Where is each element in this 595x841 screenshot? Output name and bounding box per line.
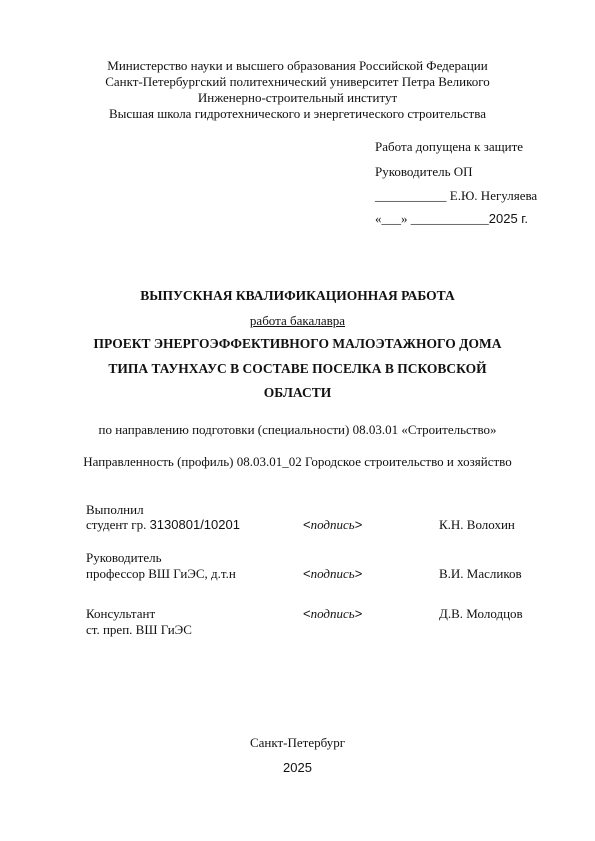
approval-date-year: 2025 г. bbox=[488, 211, 529, 226]
approval-head-title: Руководитель ОП bbox=[375, 164, 473, 179]
approval-date-prefix: «___» ____________ bbox=[375, 211, 489, 226]
footer-city: Санкт-Петербург bbox=[249, 735, 346, 750]
supervisor-position: профессор ВШ ГиЭС, д.т.н bbox=[86, 566, 236, 581]
school-name: Высшая школа гидротехнического и энергетического строительства bbox=[109, 106, 486, 121]
approval-admitted: Работа допущена к защите bbox=[375, 139, 524, 154]
university-name: Санкт-Петербургский политехнический университет Петра Великого bbox=[105, 74, 490, 89]
work-type-title: ВЫПУСКНАЯ КВАЛИФИКАЦИОННАЯ РАБОТА bbox=[140, 288, 455, 303]
ministry-name: Министерство науки и высшего образования Российской Федерации bbox=[107, 58, 488, 73]
approval-signature-line: ___________ Е.Ю. Негуляева bbox=[375, 188, 538, 203]
profile-line: Направленность (профиль) 08.03.01_02 Городское строительство и хозяйство bbox=[83, 454, 512, 469]
student-position-prefix: студент гр. bbox=[86, 517, 150, 532]
supervisor-role: Руководитель bbox=[86, 550, 162, 565]
supervisor-name: В.И. Масликов bbox=[439, 566, 522, 581]
student-group: 3130801/10201 bbox=[149, 517, 240, 532]
student-position bbox=[86, 517, 240, 533]
direction-line: по направлению подготовки (специальности) 08.03.01 «Строительство» bbox=[98, 422, 497, 437]
consultant-name: Д.В. Молодцов bbox=[439, 606, 523, 621]
approval-date-line bbox=[375, 211, 528, 227]
student-role: Выполнил bbox=[86, 502, 144, 517]
consultant-position: ст. преп. ВШ ГиЭС bbox=[86, 622, 192, 637]
student-name: К.Н. Волохин bbox=[439, 517, 515, 532]
institute-name: Инженерно-строительный институт bbox=[197, 90, 398, 105]
consultant-role: Консультант bbox=[86, 606, 156, 621]
topic-line-1: ПРОЕКТ ЭНЕРГОЭФФЕКТИВНОГО МАЛОЭТАЖНОГО ДОМА bbox=[93, 336, 502, 351]
work-subtype: работа бакалавра bbox=[249, 313, 346, 328]
footer-year: 2025 bbox=[283, 760, 312, 775]
supervisor-signature-placeholder: <подпись> bbox=[303, 566, 363, 581]
topic-line-3: ОБЛАСТИ bbox=[263, 385, 332, 400]
student-signature-placeholder: <подпись> bbox=[303, 517, 363, 532]
topic-line-2: ТИПА ТАУНХАУС В СОСТАВЕ ПОСЕЛКА В ПСКОВСКОЙ bbox=[108, 361, 487, 376]
consultant-signature-placeholder: <подпись> bbox=[303, 606, 363, 621]
